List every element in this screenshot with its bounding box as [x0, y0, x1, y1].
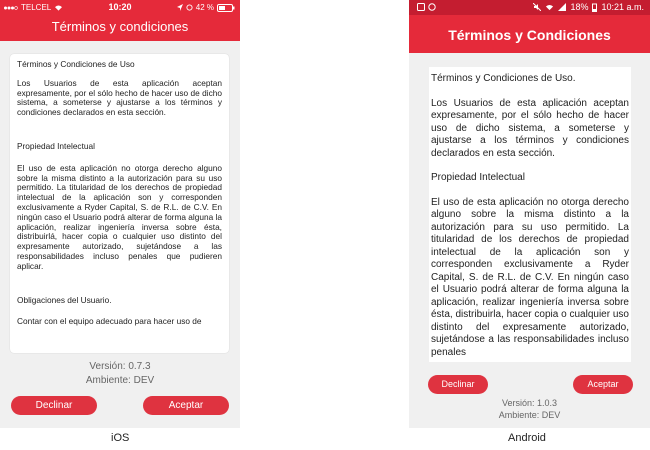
battery-icon: [217, 4, 235, 12]
battery-percent: 18%: [570, 2, 589, 12]
accept-button[interactable]: Aceptar: [143, 396, 229, 415]
notification-icon: [417, 3, 425, 11]
mute-icon: [533, 3, 541, 11]
platform-label-ios: iOS: [111, 432, 130, 444]
terms-paragraph: Los Usuarios de esta aplicación aceptan expresamente, por el sólo hecho de hacer uso de dicho sistema, a someterse y ajustarse a los términos y condiciones declarados en esta sección.: [17, 77, 222, 118]
terms-paragraph: El uso de esta aplicación no otorga derecho alguno sobre la misma distinto a la autorización para su uso permitido. La titularidad de los derechos de propiedad intelectual de la aplicación son y corresponden exclusivamente a Ryder Capital, S. de R.L. de C.V. En ningún caso el Usuario podrá alterar de forma alguna la aplicación, realizar ingeniería inversa sobre ésta, distribuirla, hacer copia o cualquier uso distinto del expresamente autorizado, sujetándose a las responsabilidades incluso penales: [431, 196, 629, 358]
environment-label: Ambiente: DEV: [498, 410, 561, 420]
battery-percent: 42 %: [195, 3, 214, 12]
terms-heading: Términos y Condiciones de Uso: [17, 59, 135, 69]
wifi-icon: [545, 3, 554, 11]
terms-paragraph: El uso de esta aplicación no otorga derecho alguno sobre la misma distinto a la autorización para su uso permitido. La titularidad de los derechos de propiedad intelectual de la aplicación son y corresponden exclusivamente a Ryder Capital, S. de R.L. de C.V. En ningún caso el Usuario podrá alterar de forma alguna la aplicación, realizar ingeniería inversa sobre ésta, distribuirlá, hacer copia o cualquier uso distinto del expresamente autorizado, sujetándose a las responsabilidades incluso penales que pudieren aplicar.: [17, 162, 222, 271]
terms-heading: Términos y Condiciones de Uso.: [431, 73, 576, 84]
decline-button[interactable]: Declinar: [11, 396, 97, 415]
version-label: Versión: 0.7.3: [89, 361, 151, 372]
ios-status-bar: [0, 0, 240, 15]
platform-label-android: Android: [508, 432, 546, 444]
location-icon: [177, 4, 183, 11]
terms-paragraph: Los Usuarios de esta aplicación aceptan expresamente, por el sólo hecho de hacer uso de dicho sistema, a someterse y ajustarse a los términos y condiciones declarados en esta sección.: [431, 97, 629, 159]
section-heading-obligations: Obligaciones del Usuario.: [17, 294, 112, 305]
page-title: Términos y condiciones: [51, 19, 189, 34]
signal-icon: [558, 3, 566, 11]
android-screen: [409, 0, 650, 428]
section-heading-ip: Propiedad Intelectual: [17, 140, 95, 151]
accept-button[interactable]: Aceptar: [573, 375, 633, 394]
battery-icon: [592, 3, 597, 12]
carrier-name: TELCEL: [21, 3, 52, 12]
terms-scroll-area[interactable]: [10, 54, 229, 353]
section-heading-ip: Propiedad Intelectual: [431, 172, 525, 183]
alarm-icon: [186, 4, 193, 11]
ios-screen: [0, 0, 240, 428]
page-title: Términos y Condiciones: [448, 27, 611, 43]
android-status-bar: [409, 0, 650, 15]
app-notification-icon: [428, 3, 436, 11]
clock: 10:20: [108, 2, 132, 12]
android-header: [409, 15, 650, 53]
terms-paragraph: Contar con el equipo adecuado para hacer uso de: [17, 316, 202, 327]
ios-header: [0, 15, 240, 41]
environment-label: Ambiente: DEV: [85, 375, 155, 386]
decline-button[interactable]: Declinar: [428, 375, 488, 394]
version-label: Versión: 1.0.3: [501, 398, 558, 408]
terms-scroll-area[interactable]: [429, 67, 631, 362]
clock: 10:21 a.m.: [601, 2, 644, 12]
